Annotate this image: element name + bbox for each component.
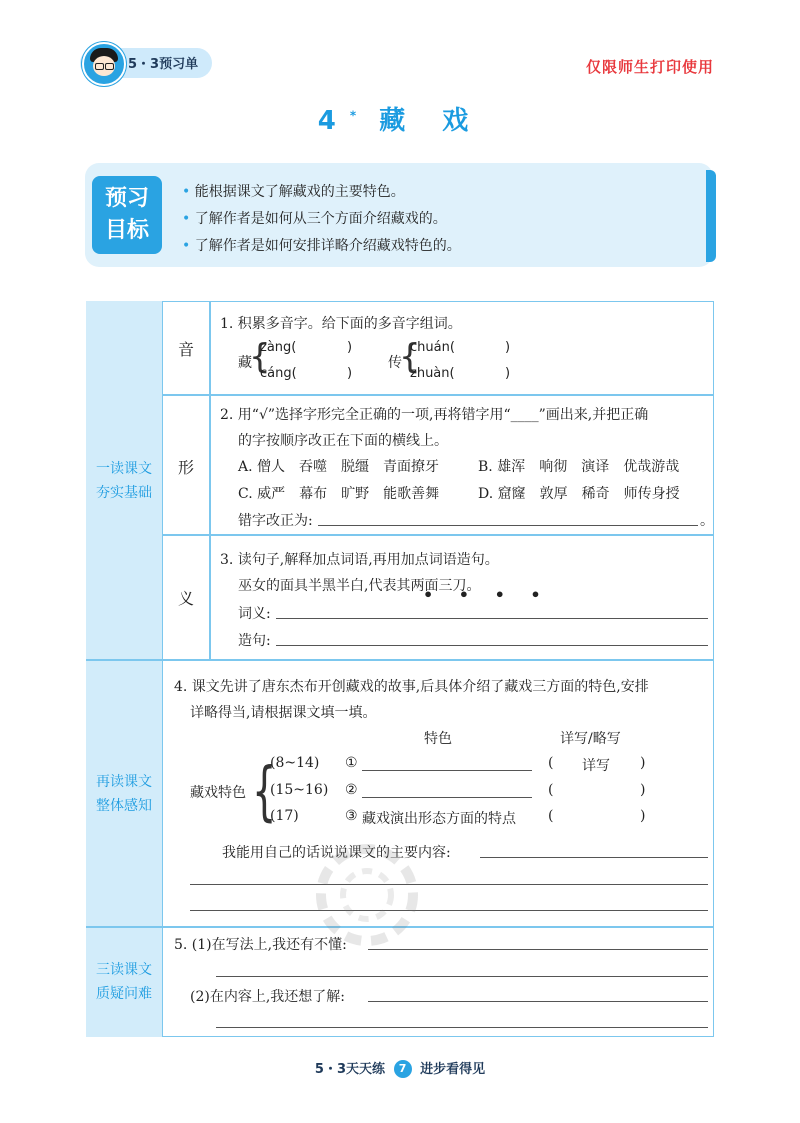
q5-answer-line[interactable]: [368, 1001, 708, 1002]
q2-prompt: 2. 用“√”选择字形完全正确的一项,再将错字用“____”画出来,并把正确: [220, 407, 649, 423]
q1-blank[interactable]: ): [505, 366, 511, 381]
q3-meaning-line[interactable]: [276, 618, 708, 619]
q1-blank[interactable]: ): [505, 340, 511, 355]
q4-feature-line[interactable]: [362, 770, 532, 771]
q2-option-d[interactable]: D. 窟窿 敦厚 稀奇 师传身授: [478, 486, 680, 502]
q1-char-chuan: 传: [388, 355, 402, 371]
q4-feature: 藏戏演出形态方面的特点: [362, 811, 516, 827]
label-meaning: 义: [177, 589, 194, 608]
q2-option-b[interactable]: B. 雄浑 响彻 演译 优哉游哉: [478, 459, 680, 475]
brace-icon: {: [399, 337, 421, 377]
page-title: 4* 藏 戏: [317, 106, 483, 136]
q4-summary-prompt: 我能用自己的话说说课文的主要内容:: [222, 845, 451, 861]
page-footer: 5・3天天练 7 进步看得见: [314, 1062, 486, 1077]
goal-item: • 了解作者是如何安排详略介绍藏戏特色的。: [182, 235, 461, 255]
q1-pinyin: chuán(: [410, 340, 455, 355]
q3-prompt: 3. 读句子,解释加点词语,再用加点词语造句。: [220, 552, 499, 568]
q1-pinyin: cáng(: [260, 366, 297, 381]
q4-paren: (: [548, 808, 554, 824]
q4-root: 藏戏特色: [190, 785, 246, 801]
q5-answer-line[interactable]: [216, 976, 708, 977]
q4-prompt: 4. 课文先讲了唐东杰布开创藏戏的故事,后具体介绍了藏戏三方面的特色,安排: [174, 679, 649, 695]
q4-paren[interactable]: ): [640, 782, 646, 798]
q2-prompt: 的字按顺序改正在下面的横线上。: [238, 433, 448, 449]
q4-detail: 详写: [582, 758, 610, 774]
q4-row-num: ③: [345, 808, 358, 824]
q2-option-a[interactable]: A. 僧人 吞噬 脱缰 青面撩牙: [238, 459, 440, 475]
q5-part1: 5. (1)在写法上,我还有不懂:: [174, 937, 347, 953]
q2-fix-label: 错字改正为:: [238, 513, 313, 529]
section-first-read: 一读课文 夯实基础: [86, 301, 163, 660]
goals-strip: [706, 170, 716, 262]
q3-sentence-label: 造句:: [238, 633, 271, 649]
row-divider: [86, 659, 714, 661]
row-divider: [163, 394, 714, 396]
q2-option-c[interactable]: C. 威严 幕布 旷野 能歌善舞: [238, 486, 440, 502]
mascot-icon: [82, 42, 126, 86]
print-notice: 仅限师生打印使用: [586, 58, 715, 76]
q4-paren: ): [640, 755, 646, 771]
q4-paren[interactable]: ): [640, 808, 646, 824]
q3-meaning-label: 词义:: [238, 606, 271, 622]
q4-row-range: (15~16): [270, 782, 329, 798]
q2-end: 。: [700, 513, 714, 529]
q1-prompt: 1. 积累多音字。给下面的多音字组词。: [220, 316, 462, 332]
q4-row-num: ②: [345, 782, 358, 798]
q3-sentence: 巫女的面具半黑半白,代表其两面三刀。: [238, 578, 481, 594]
q1-pinyin: zhuàn(: [410, 366, 455, 381]
q5-part2: (2)在内容上,我还想了解:: [190, 989, 345, 1005]
brace-icon: {: [249, 337, 271, 377]
goals-badge: 预习 目标: [92, 176, 162, 254]
q4-feature-line[interactable]: [362, 797, 532, 798]
q1-blank[interactable]: ): [347, 340, 353, 355]
q4-row-range: (17): [270, 808, 299, 824]
logo-text: 5・3预习单: [128, 57, 199, 72]
q4-row-range: (8~14): [270, 755, 320, 771]
q4-col-feature: 特色: [424, 731, 452, 747]
goal-item: • 能根据课文了解藏戏的主要特色。: [182, 181, 405, 201]
q4-summary-line[interactable]: [480, 857, 708, 858]
emphasis-dots: • • • •: [423, 585, 551, 604]
q4-summary-line[interactable]: [190, 884, 708, 885]
section-third-read: 三读课文 质疑问难: [86, 927, 163, 1037]
label-form: 形: [177, 458, 194, 477]
q4-paren: (: [548, 755, 554, 771]
q1-blank[interactable]: ): [347, 366, 353, 381]
row-divider: [163, 534, 714, 536]
page-number: 7: [394, 1060, 412, 1078]
section-second-read: 再读课文 整体感知: [86, 660, 163, 927]
q1-char-zang: 藏: [238, 355, 252, 371]
watermark-seal: [305, 840, 435, 960]
q2-answer-line[interactable]: [318, 525, 698, 526]
q4-prompt: 详略得当,请根据课文填一填。: [190, 705, 377, 721]
q4-paren: (: [548, 782, 554, 798]
goal-item: • 了解作者是如何从三个方面介绍藏戏的。: [182, 208, 447, 228]
q4-col-detail: 详写/略写: [560, 731, 621, 747]
q3-sentence-line[interactable]: [276, 645, 708, 646]
q5-answer-line[interactable]: [216, 1027, 708, 1028]
q4-row-num: ①: [345, 755, 358, 771]
q1-pinyin: zàng(: [260, 340, 297, 355]
q4-summary-line[interactable]: [190, 910, 708, 911]
column-divider: [209, 301, 211, 660]
brace-icon: {: [252, 755, 277, 829]
label-sound: 音: [177, 340, 194, 359]
